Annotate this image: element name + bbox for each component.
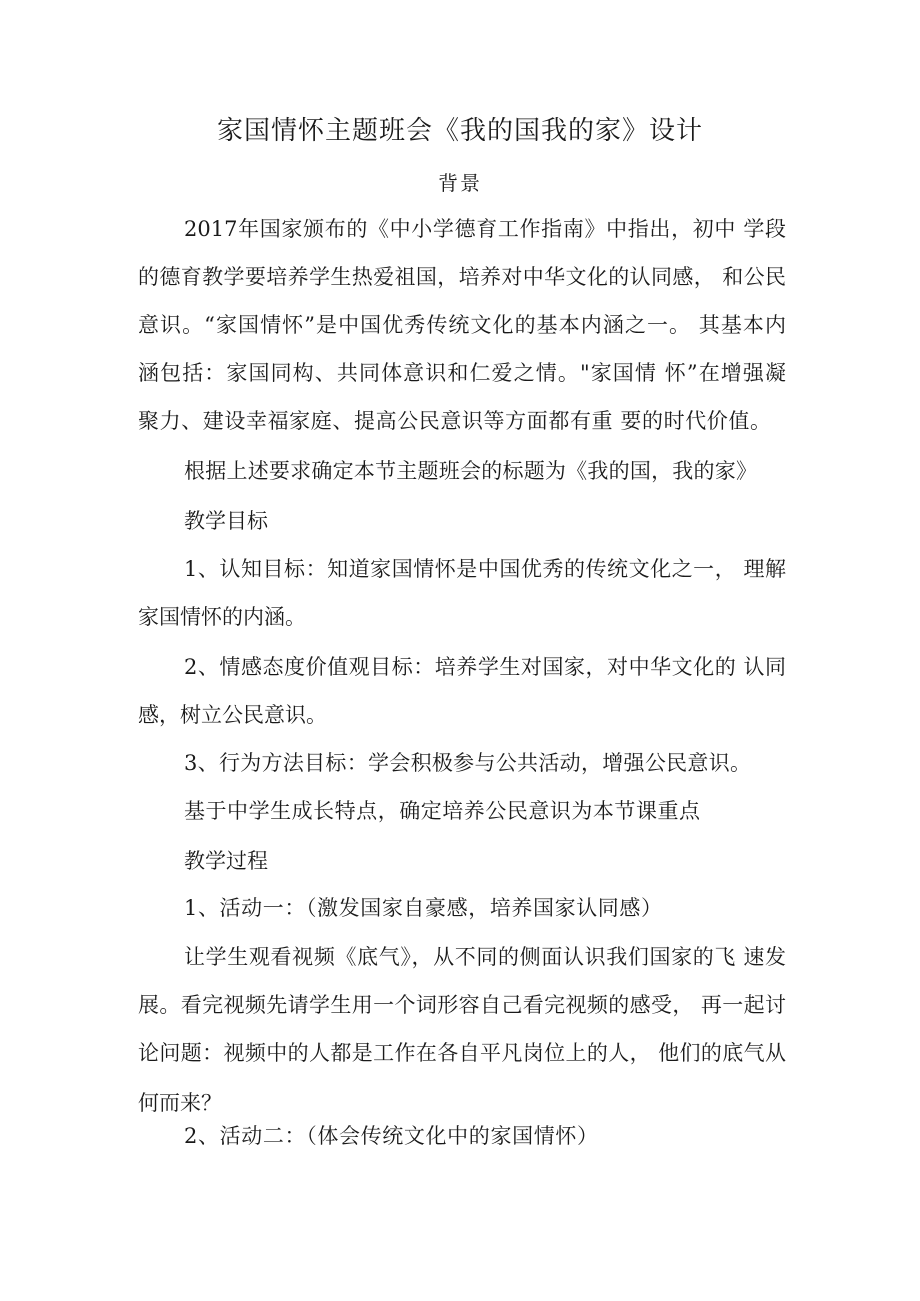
- activity-heading: 1、活动一：（激发国家自豪感，培养国家认同感）: [184, 896, 662, 920]
- section-heading-process: 教学过程: [184, 849, 268, 873]
- paragraph-line: 展。看完视频先请学生用一个词形容自己看完视频的感受， 再一起讨: [138, 993, 786, 1017]
- document-title: 家国情怀主题班会《我的国我的家》设计: [216, 116, 703, 146]
- goal-item: 1、认知目标：知道家国情怀是中国优秀的传统文化之一， 理解: [184, 557, 786, 581]
- paragraph-line: 聚力、建设幸福家庭、提高公民意识等方面都有重 要的时代价值。: [138, 409, 771, 433]
- section-heading-background: 背景: [438, 171, 482, 195]
- paragraph-line: 根据上述要求确定本节主题班会的标题为《我的国，我的家》: [184, 459, 757, 483]
- goal-item: 3、行为方法目标：学会积极参与公共活动，增强公民意识。: [184, 751, 751, 775]
- paragraph-line: 让学生观看视频《底气》，从不同的侧面认识我们国家的飞 速发: [184, 945, 786, 969]
- activity-heading: 2、活动二：（体会传统文化中的家国情怀）: [184, 1124, 598, 1148]
- paragraph-line: 涵包括：家国同构、共同体意识和仁爱之情。"家国情 怀”在增强凝: [138, 361, 786, 385]
- paragraph-line: 的德育教学要培养学生热爱祖国，培养对中华文化的认同感， 和公民: [138, 265, 786, 289]
- paragraph-line: 意识。“家国情怀”是中国优秀传统文化的基本内涵之一。 其基本内: [138, 313, 786, 337]
- goal-item-continuation: 感，树立公民意识。: [138, 703, 327, 727]
- paragraph-line: 论问题：视频中的人都是工作在各自平凡岗位上的人， 他们的底气从: [138, 1041, 786, 1065]
- paragraph-line: 何而来？: [138, 1091, 222, 1115]
- paragraph-line: 2017年国家颁布的《中小学德育工作指南》中指出，初中 学段: [184, 217, 786, 241]
- paragraph-line: 基于中学生成长特点，确定培养公民意识为本节课重点: [184, 799, 700, 823]
- section-heading-goals: 教学目标: [184, 509, 268, 533]
- goal-item-continuation: 家国情怀的内涵。: [138, 605, 306, 629]
- goal-item: 2、情感态度价值观目标：培养学生对国家，对中华文化的 认同: [184, 655, 786, 679]
